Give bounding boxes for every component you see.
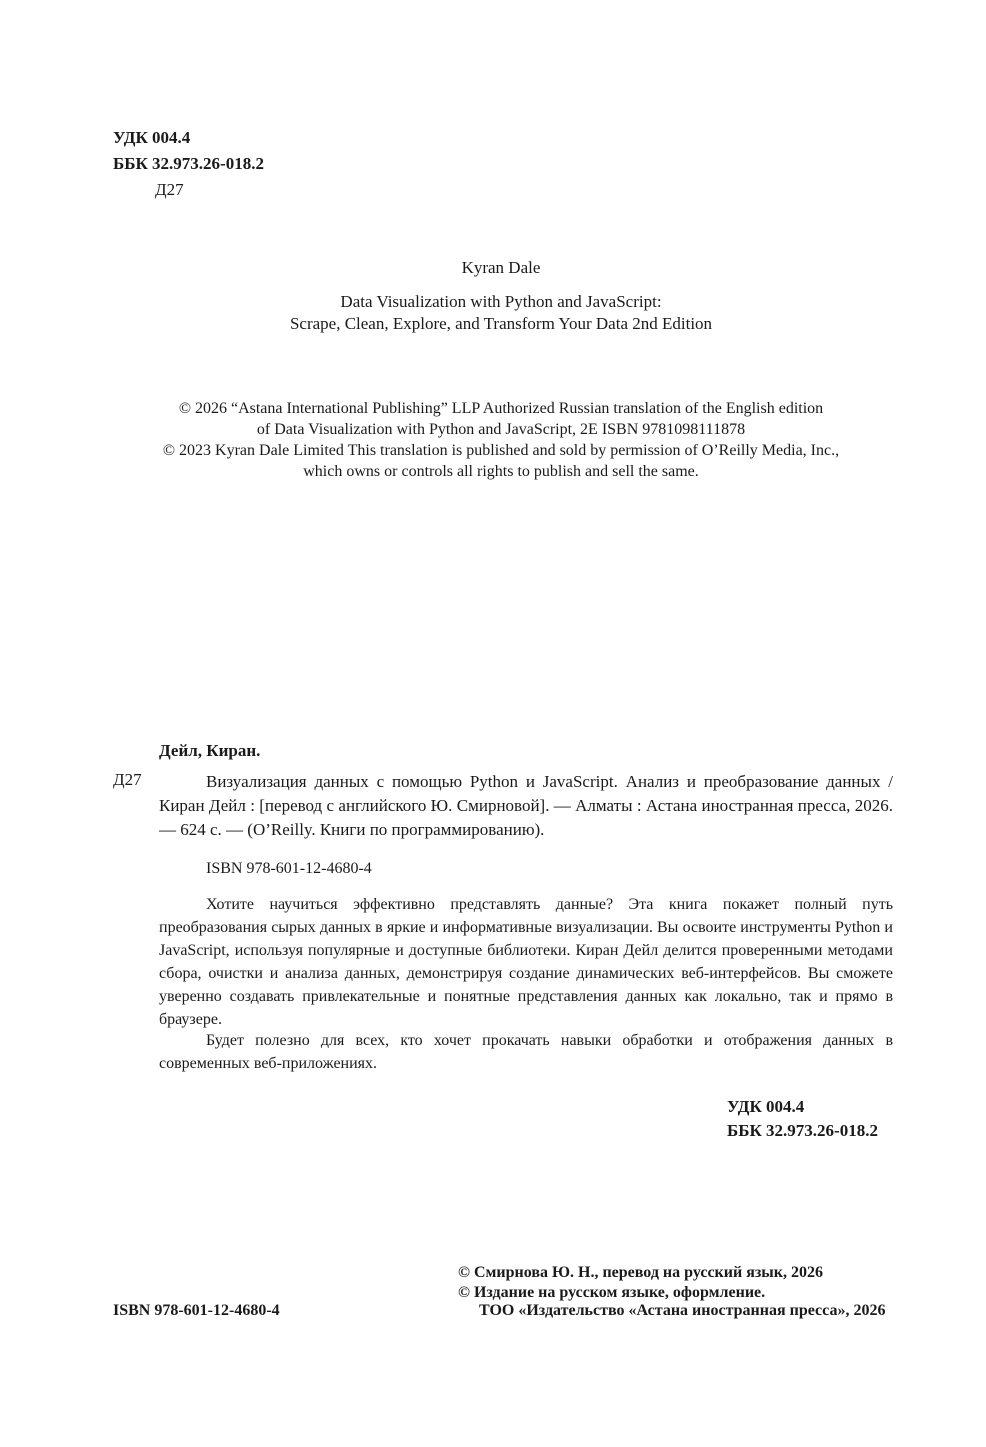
- annotation-paragraph-1: Хотите научиться эффективно представлять данные? Эта книга покажет полный путь преобразования сырых данных в яркие и информативные визуализации. Вы освоите инструменты Python и JavaScript, используя популярные и доступные библиотеки. Киран Дейл делится проверенными методами сбора, очистки и анализа данных, демонстрируя создание динамических веб-интерфейсов. Вы сможете уверенно создавать привлекательные и понятные представления данных как локально, так и прямо в браузере.: [159, 896, 893, 1028]
- bbk-bottom: ББК 32.973.26-018.2: [727, 1121, 878, 1140]
- udk-top: УДК 004.4: [113, 128, 191, 147]
- footer-copyright-1: © Смирнова Ю. Н., перевод на русский язык, 2026: [458, 1264, 823, 1281]
- catalog-isbn: ISBN 978-601-12-4680-4: [206, 860, 372, 877]
- original-author: Kyran Dale: [461, 258, 541, 277]
- author-mark-top: Д27: [155, 180, 184, 199]
- copyright-en-line4: which owns or controls all rights to publish and sell the same.: [303, 463, 699, 480]
- footer-copyright-3: ТОО «Издательство «Астана иностранная пресса», 2026: [479, 1302, 886, 1319]
- annotation-paragraph-2: Будет полезно для всех, кто хочет прокачать навыки обработки и отображения данных в современных веб-приложениях.: [159, 1032, 893, 1072]
- footer-isbn: ISBN 978-601-12-4680-4: [113, 1302, 280, 1319]
- udk-bottom: УДК 004.4: [727, 1097, 805, 1116]
- copyright-en-line2: of Data Visualization with Python and JavaScript, 2E ISBN 9781098111878: [256, 421, 746, 438]
- original-title-line1: Data Visualization with Python and JavaScript:: [340, 292, 662, 311]
- catalog-heading: Дейл, Киран.: [159, 741, 261, 760]
- footer-copyright-2: © Издание на русском языке, оформление.: [458, 1284, 766, 1301]
- bbk-top: ББК 32.973.26-018.2: [113, 154, 264, 173]
- catalog-mark: Д27: [113, 770, 142, 789]
- original-title-line2: Scrape, Clean, Explore, and Transform Your Data 2nd Edition: [289, 314, 713, 333]
- catalog-entry: Визуализация данных с помощью Python и JavaScript. Анализ и преобразование данных / Киран Дейл : [перевод с английского Ю. Смирновой]. — Алматы : Астана иностранная пресса, 2026. — 624 с. — (O’Reilly. Книги по программированию).: [159, 772, 893, 839]
- copyright-en-line3: © 2023 Kyran Dale Limited This translation is published and sold by permission of O’Reilly Media, Inc.,: [162, 442, 840, 459]
- copyright-en-line1: © 2026 “Astana International Publishing” LLP Authorized Russian translation of the English edition: [178, 400, 824, 417]
